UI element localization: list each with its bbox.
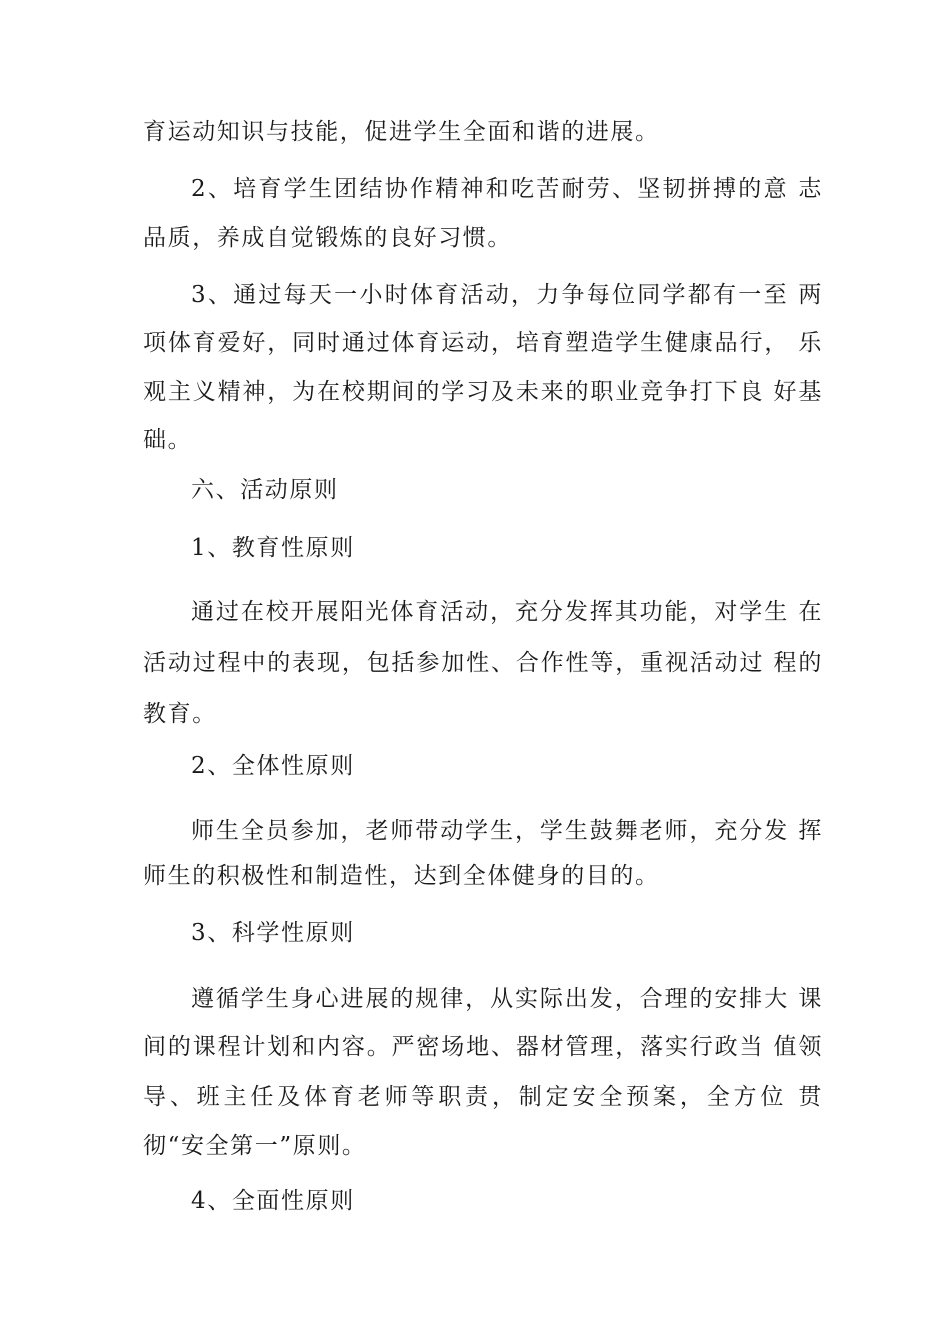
- paragraph-line: 2、培育学生团结协作精神和吃苦耐劳、坚韧拼搏的意 志: [191, 176, 823, 202]
- section-heading: 六、活动原则: [191, 477, 339, 503]
- paragraph-line: 遵循学生身心进展的规律，从实际出发，合理的安排大 课: [191, 986, 823, 1012]
- subsection-heading: 3、科学性原则: [191, 920, 355, 946]
- paragraph-line: 础。: [143, 427, 193, 453]
- paragraph-line: 品质，养成自觉锻炼的良好习惯。: [143, 225, 512, 251]
- paragraph-line: 通过在校开展阳光体育活动，充分发挥其功能，对学生 在: [191, 599, 823, 625]
- paragraph-line: 教育。: [143, 701, 217, 727]
- subsection-heading: 2、全体性原则: [191, 753, 355, 779]
- paragraph-line: 师生的积极性和制造性，达到全体健身的目的。: [143, 863, 660, 889]
- paragraph-line: 间的课程计划和内容。严密场地、器材管理，落实行政当 值领: [143, 1034, 823, 1060]
- paragraph-line: 师生全员参加，老师带动学生，学生鼓舞老师，充分发 挥: [191, 818, 823, 844]
- paragraph-line: 导、班主任及体育老师等职责，制定安全预案，全方位 贯: [143, 1084, 823, 1110]
- subsection-heading: 4、全面性原则: [191, 1188, 355, 1214]
- paragraph-line: 活动过程中的表现，包括参加性、合作性等，重视活动过 程的: [143, 650, 823, 676]
- paragraph-line: 彻“安全第一”原则。: [143, 1133, 367, 1159]
- paragraph-line: 项体育爱好，同时通过体育运动，培育塑造学生健康品行， 乐: [143, 330, 823, 356]
- paragraph-line: 观主义精神，为在校期间的学习及未来的职业竞争打下良 好基: [143, 379, 823, 405]
- paragraph-line: 3、通过每天一小时体育活动，力争每位同学都有一至 两: [191, 282, 823, 308]
- paragraph-line: 育运动知识与技能，促进学生全面和谐的进展。: [143, 119, 660, 145]
- subsection-heading: 1、教育性原则: [191, 535, 355, 561]
